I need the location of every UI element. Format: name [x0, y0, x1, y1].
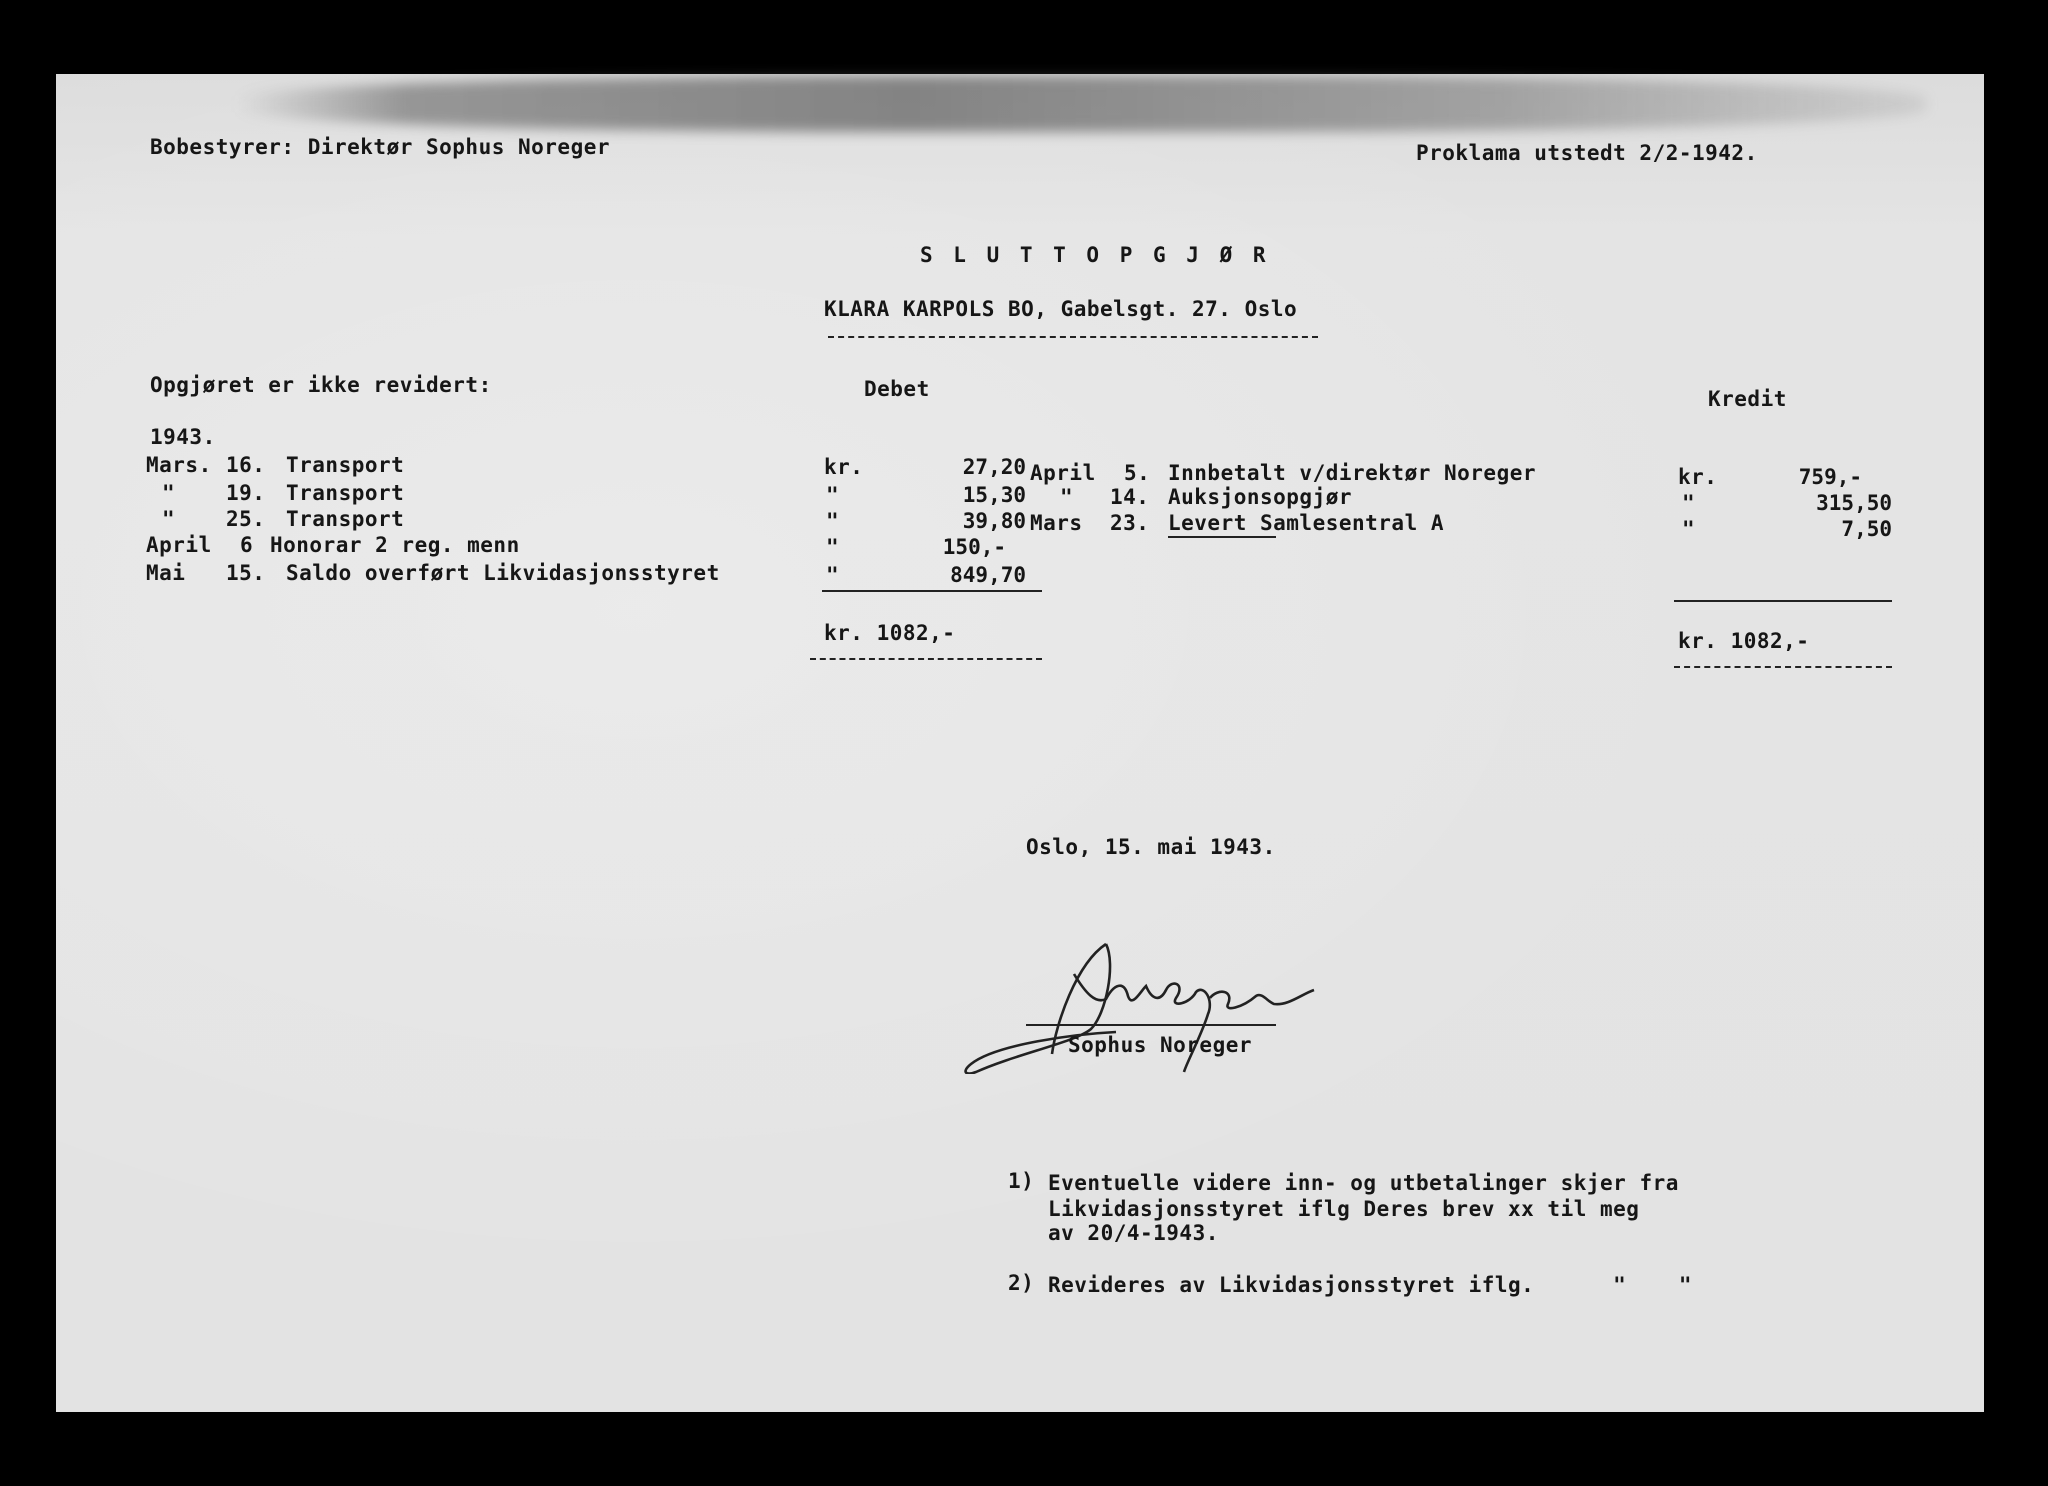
page-title: S L U T T O P G J Ø R	[920, 243, 1270, 267]
subtitle-underline	[828, 336, 1318, 338]
debet-currency: kr.	[824, 455, 864, 479]
debet-total-underline	[810, 658, 1042, 660]
debet-day: 25.	[226, 507, 266, 531]
kredit-month: April	[1030, 461, 1096, 485]
kredit-text-underline	[1168, 536, 1276, 538]
kredit-sum-line	[1674, 600, 1892, 602]
estate-subtitle: KLARA KARPOLS BO, Gabelsgt. 27. Oslo	[824, 297, 1298, 321]
debet-amount: 150,-	[942, 535, 1006, 559]
debet-text: Transport	[286, 507, 405, 531]
kredit-amount: 315,50	[1816, 491, 1892, 515]
kredit-currency: "	[1682, 517, 1696, 541]
kredit-month: Mars	[1030, 511, 1083, 535]
debet-amount: 849,70	[950, 563, 1026, 587]
kredit-total: kr. 1082,-	[1678, 629, 1810, 653]
kredit-currency: kr.	[1678, 465, 1718, 489]
place-date: Oslo, 15. mai 1943.	[1026, 835, 1276, 859]
kredit-month: "	[1060, 485, 1074, 509]
kredit-day: 23.	[1110, 511, 1150, 535]
document-page	[56, 74, 1984, 1412]
debet-currency: "	[826, 509, 840, 533]
signature-name: Sophus Noreger	[1068, 1033, 1253, 1057]
debet-day: 6	[240, 533, 254, 557]
kredit-text: Innbetalt v/direktør Noreger	[1168, 461, 1537, 485]
debet-currency: "	[826, 483, 840, 507]
debet-month: April	[146, 533, 212, 557]
note-number: 2)	[1008, 1271, 1035, 1295]
not-audited-note: Opgjøret er ikke revidert:	[150, 373, 492, 397]
debet-amount: 15,30	[962, 483, 1026, 507]
kredit-amount: 7,50	[1841, 517, 1892, 541]
debet-month: Mai	[146, 561, 186, 585]
kredit-day: 5.	[1124, 461, 1151, 485]
top-edge-smudge	[236, 76, 1926, 132]
debet-sum-line	[822, 590, 1042, 592]
debet-month: Mars.	[146, 453, 212, 477]
kredit-day: 14.	[1110, 485, 1150, 509]
bobestyrer-line: Bobestyrer: Direktør Sophus Noreger	[150, 135, 611, 159]
note-line: Likvidasjonsstyret iflg Deres brev xx til meg	[1048, 1197, 1640, 1221]
kredit-text: Levert Samlesentral A	[1168, 511, 1445, 535]
debet-text: Saldo overført Likvidasjonsstyret	[286, 561, 720, 585]
kredit-header: Kredit	[1708, 387, 1787, 411]
debet-currency: "	[826, 563, 840, 587]
note-line: Revideres av Likvidasjonsstyret iflg. " "	[1048, 1273, 1693, 1297]
debet-total: kr. 1082,-	[824, 621, 956, 645]
debet-text: Honorar 2 reg. menn	[270, 533, 520, 557]
debet-currency: "	[826, 535, 840, 559]
debet-day: 16.	[226, 453, 266, 477]
signature-line	[1026, 1024, 1276, 1026]
debet-text: Transport	[286, 453, 405, 477]
debet-day: 19.	[226, 481, 266, 505]
proklama-line: Proklama utstedt 2/2-1942.	[1416, 141, 1758, 165]
debet-day: 15.	[226, 561, 266, 585]
debet-amount: 39,80	[962, 509, 1026, 533]
note-number: 1)	[1008, 1169, 1035, 1193]
debet-amount: 27,20	[962, 455, 1026, 479]
kredit-total-underline	[1674, 666, 1892, 668]
note-line: av 20/4-1943.	[1048, 1221, 1219, 1245]
debet-header: Debet	[864, 377, 930, 401]
debet-month: "	[162, 481, 176, 505]
kredit-amount: 759,-	[1798, 465, 1862, 489]
kredit-text: Auksjonsopgjør	[1168, 485, 1353, 509]
kredit-currency: "	[1682, 491, 1696, 515]
debet-month: "	[162, 507, 176, 531]
year-label: 1943.	[150, 425, 216, 449]
debet-text: Transport	[286, 481, 405, 505]
note-line: Eventuelle videre inn- og utbetalinger skjer fra	[1048, 1171, 1679, 1195]
